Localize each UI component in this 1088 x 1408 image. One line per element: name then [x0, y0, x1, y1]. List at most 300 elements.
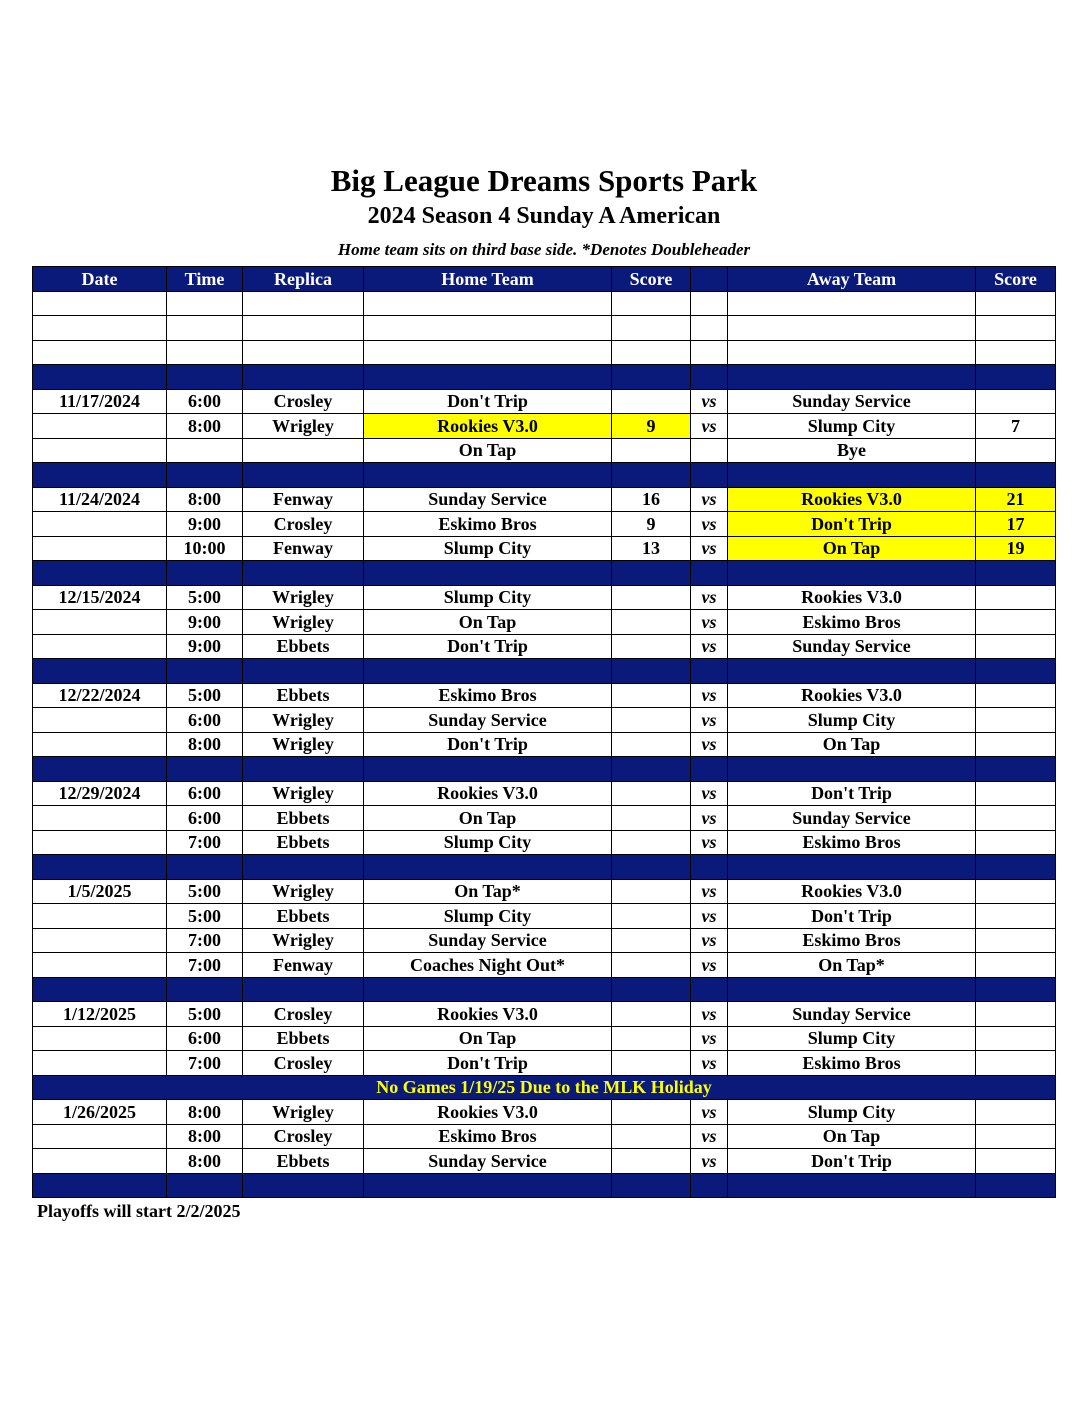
home-team-cell: Eskimo Bros [364, 683, 612, 708]
date-cell [33, 561, 167, 586]
away-score-cell: 19 [976, 536, 1056, 561]
away-score-cell: 17 [976, 512, 1056, 537]
col-time: Time [167, 267, 243, 292]
home-score-cell [612, 1100, 691, 1125]
vs-cell: vs [691, 830, 728, 855]
replica-cell: Ebbets [243, 806, 364, 831]
replica-cell: Ebbets [243, 1149, 364, 1174]
replica-cell: Wrigley [243, 610, 364, 635]
schedule-body [33, 291, 1056, 1198]
vs-cell [691, 438, 728, 463]
away-team-cell: Slump City [728, 1100, 976, 1125]
replica-cell: Fenway [243, 536, 364, 561]
date-cell [33, 659, 167, 684]
date-cell: 11/24/2024 [33, 487, 167, 512]
replica-cell: Wrigley [243, 708, 364, 733]
vs-cell: vs [691, 781, 728, 806]
home-score-cell [612, 855, 691, 880]
away-team-cell: Sunday Service [728, 806, 976, 831]
away-score-cell [976, 1149, 1056, 1174]
away-score-cell [976, 316, 1056, 341]
separator-row [33, 463, 1056, 488]
date-cell: 1/5/2025 [33, 879, 167, 904]
date-cell: 1/12/2025 [33, 1002, 167, 1027]
away-score-cell [976, 659, 1056, 684]
game-row [33, 1149, 1056, 1174]
home-team-cell [364, 365, 612, 390]
vs-cell: vs [691, 512, 728, 537]
time-cell [167, 291, 243, 316]
home-team-cell [364, 561, 612, 586]
replica-cell [243, 659, 364, 684]
replica-cell: Crosley [243, 1051, 364, 1076]
away-team-cell: On Tap* [728, 953, 976, 978]
home-team-cell [364, 463, 612, 488]
away-score-cell [976, 1051, 1056, 1076]
replica-cell: Wrigley [243, 732, 364, 757]
home-team-cell [364, 1173, 612, 1198]
vs-cell: vs [691, 806, 728, 831]
date-cell [33, 463, 167, 488]
home-score-cell [612, 1124, 691, 1149]
separator-row [33, 977, 1056, 1002]
home-team-cell [364, 291, 612, 316]
game-row [33, 928, 1056, 953]
date-cell: 1/26/2025 [33, 1100, 167, 1125]
date-cell [33, 512, 167, 537]
replica-cell: Wrigley [243, 879, 364, 904]
time-cell: 5:00 [167, 904, 243, 929]
date-cell [33, 340, 167, 365]
game-row [33, 806, 1056, 831]
blank-row [33, 316, 1056, 341]
holiday-banner-row [33, 1075, 1056, 1100]
replica-cell [243, 977, 364, 1002]
date-cell [33, 757, 167, 782]
home-team-cell: On Tap [364, 610, 612, 635]
away-team-cell: Eskimo Bros [728, 610, 976, 635]
home-score-cell: 16 [612, 487, 691, 512]
vs-cell [691, 1173, 728, 1198]
replica-cell [243, 463, 364, 488]
blank-row [33, 340, 1056, 365]
date-cell [33, 1149, 167, 1174]
away-team-cell: Bye [728, 438, 976, 463]
time-cell: 8:00 [167, 732, 243, 757]
away-score-cell [976, 1100, 1056, 1125]
home-team-cell: Rookies V3.0 [364, 1002, 612, 1027]
date-cell: 12/22/2024 [33, 683, 167, 708]
game-row [33, 414, 1056, 439]
game-row [33, 438, 1056, 463]
away-team-cell: Rookies V3.0 [728, 487, 976, 512]
date-cell [33, 855, 167, 880]
away-score-cell [976, 365, 1056, 390]
home-score-cell [612, 316, 691, 341]
vs-cell [691, 659, 728, 684]
game-row [33, 1026, 1056, 1051]
time-cell [167, 659, 243, 684]
time-cell: 8:00 [167, 1149, 243, 1174]
away-score-cell [976, 953, 1056, 978]
replica-cell [243, 340, 364, 365]
away-team-cell: Don't Trip [728, 781, 976, 806]
away-score-cell [976, 1173, 1056, 1198]
game-row [33, 634, 1056, 659]
time-cell: 7:00 [167, 928, 243, 953]
away-team-cell: Eskimo Bros [728, 1051, 976, 1076]
home-score-cell [612, 1173, 691, 1198]
time-cell: 5:00 [167, 683, 243, 708]
home-score-cell [612, 781, 691, 806]
home-team-cell: Eskimo Bros [364, 1124, 612, 1149]
home-score-cell [612, 732, 691, 757]
time-cell [167, 561, 243, 586]
page-subtitle: 2024 Season 4 Sunday A American [367, 203, 721, 229]
date-cell: 12/15/2024 [33, 585, 167, 610]
home-score-cell [612, 1051, 691, 1076]
col-vs [691, 267, 728, 292]
vs-cell [691, 316, 728, 341]
vs-cell: vs [691, 634, 728, 659]
replica-cell: Ebbets [243, 634, 364, 659]
away-score-cell [976, 291, 1056, 316]
vs-cell: vs [691, 708, 728, 733]
away-team-cell: On Tap [728, 1124, 976, 1149]
home-team-cell [364, 855, 612, 880]
page-title: Big League Dreams Sports Park [330, 163, 758, 198]
vs-cell: vs [691, 928, 728, 953]
date-cell [33, 806, 167, 831]
vs-cell: vs [691, 1026, 728, 1051]
date-cell [33, 1124, 167, 1149]
time-cell: 10:00 [167, 536, 243, 561]
home-team-cell: Don't Trip [364, 1051, 612, 1076]
home-team-cell: Don't Trip [364, 732, 612, 757]
replica-cell: Crosley [243, 1124, 364, 1149]
home-team-cell: Slump City [364, 536, 612, 561]
vs-cell: vs [691, 1002, 728, 1027]
away-team-cell [728, 463, 976, 488]
replica-cell: Crosley [243, 512, 364, 537]
vs-cell [691, 291, 728, 316]
game-row [33, 512, 1056, 537]
home-team-cell: Coaches Night Out* [364, 953, 612, 978]
time-cell: 9:00 [167, 634, 243, 659]
vs-cell: vs [691, 732, 728, 757]
away-score-cell [976, 438, 1056, 463]
time-cell: 5:00 [167, 1002, 243, 1027]
home-score-cell [612, 830, 691, 855]
game-row [33, 708, 1056, 733]
vs-cell: vs [691, 1100, 728, 1125]
date-cell [33, 928, 167, 953]
date-cell [33, 953, 167, 978]
date-cell [33, 291, 167, 316]
away-team-cell [728, 561, 976, 586]
time-cell: 6:00 [167, 1026, 243, 1051]
game-row [33, 830, 1056, 855]
header-note: Home team sits on third base side. *Denotes Doubleheader [337, 240, 751, 259]
home-team-cell [364, 757, 612, 782]
date-cell: 11/17/2024 [33, 389, 167, 414]
date-cell [33, 414, 167, 439]
header-row [33, 267, 1056, 292]
away-team-cell: Don't Trip [728, 512, 976, 537]
time-cell: 6:00 [167, 781, 243, 806]
time-cell: 6:00 [167, 708, 243, 733]
date-cell [33, 365, 167, 390]
home-team-cell: Sunday Service [364, 708, 612, 733]
time-cell [167, 316, 243, 341]
time-cell: 7:00 [167, 953, 243, 978]
time-cell: 8:00 [167, 1124, 243, 1149]
home-score-cell [612, 757, 691, 782]
home-score-cell [612, 904, 691, 929]
date-cell [33, 708, 167, 733]
vs-cell: vs [691, 389, 728, 414]
away-team-cell: On Tap [728, 732, 976, 757]
game-row [33, 389, 1056, 414]
time-cell [167, 340, 243, 365]
game-row [33, 879, 1056, 904]
date-cell [33, 316, 167, 341]
away-team-cell: Slump City [728, 414, 976, 439]
away-team-cell [728, 365, 976, 390]
home-team-cell: Rookies V3.0 [364, 1100, 612, 1125]
vs-cell [691, 340, 728, 365]
away-score-cell: 7 [976, 414, 1056, 439]
away-score-cell [976, 904, 1056, 929]
col-home-score: Score [612, 267, 691, 292]
home-score-cell [612, 463, 691, 488]
vs-cell: vs [691, 879, 728, 904]
away-score-cell [976, 683, 1056, 708]
home-score-cell [612, 806, 691, 831]
replica-cell: Wrigley [243, 414, 364, 439]
time-cell [167, 463, 243, 488]
date-cell [33, 732, 167, 757]
replica-cell [243, 855, 364, 880]
away-score-cell [976, 806, 1056, 831]
away-score-cell [976, 855, 1056, 880]
game-row [33, 585, 1056, 610]
home-team-cell [364, 340, 612, 365]
away-score-cell: 21 [976, 487, 1056, 512]
home-team-cell: On Tap [364, 806, 612, 831]
vs-cell: vs [691, 414, 728, 439]
blank-row [33, 291, 1056, 316]
home-team-cell: On Tap [364, 1026, 612, 1051]
home-team-cell: Don't Trip [364, 634, 612, 659]
home-team-cell: Don't Trip [364, 389, 612, 414]
time-cell: 9:00 [167, 512, 243, 537]
replica-cell [243, 365, 364, 390]
away-score-cell [976, 585, 1056, 610]
home-score-cell [612, 977, 691, 1002]
separator-row [33, 855, 1056, 880]
home-score-cell: 9 [612, 414, 691, 439]
separator-row [33, 757, 1056, 782]
away-team-cell: On Tap [728, 536, 976, 561]
game-row [33, 1051, 1056, 1076]
home-score-cell [612, 561, 691, 586]
vs-cell [691, 463, 728, 488]
separator-row [33, 659, 1056, 684]
away-team-cell: Rookies V3.0 [728, 879, 976, 904]
home-score-cell: 9 [612, 512, 691, 537]
vs-cell: vs [691, 610, 728, 635]
time-cell [167, 1173, 243, 1198]
replica-cell: Crosley [243, 1002, 364, 1027]
away-team-cell: Rookies V3.0 [728, 585, 976, 610]
date-cell [33, 536, 167, 561]
home-score-cell [612, 365, 691, 390]
home-team-cell [364, 659, 612, 684]
vs-cell: vs [691, 1051, 728, 1076]
home-score-cell [612, 953, 691, 978]
replica-cell [243, 438, 364, 463]
replica-cell [243, 561, 364, 586]
away-team-cell [728, 855, 976, 880]
date-cell [33, 1173, 167, 1198]
separator-row [33, 365, 1056, 390]
home-team-cell: On Tap [364, 438, 612, 463]
away-score-cell [976, 1124, 1056, 1149]
replica-cell [243, 291, 364, 316]
replica-cell: Wrigley [243, 928, 364, 953]
replica-cell: Fenway [243, 487, 364, 512]
date-cell [33, 977, 167, 1002]
home-score-cell [612, 1026, 691, 1051]
vs-cell [691, 365, 728, 390]
away-team-cell [728, 659, 976, 684]
home-team-cell: Rookies V3.0 [364, 781, 612, 806]
col-replica: Replica [243, 267, 364, 292]
replica-cell: Crosley [243, 389, 364, 414]
home-team-cell: Rookies V3.0 [364, 414, 612, 439]
away-team-cell [728, 1173, 976, 1198]
vs-cell: vs [691, 904, 728, 929]
time-cell: 8:00 [167, 414, 243, 439]
away-team-cell: Slump City [728, 1026, 976, 1051]
away-team-cell: Sunday Service [728, 389, 976, 414]
holiday-banner: No Games 1/19/25 Due to the MLK Holiday [33, 1075, 1056, 1100]
away-team-cell: Don't Trip [728, 1149, 976, 1174]
away-team-cell [728, 977, 976, 1002]
vs-cell: vs [691, 953, 728, 978]
time-cell: 7:00 [167, 1051, 243, 1076]
home-score-cell [612, 340, 691, 365]
away-team-cell: Slump City [728, 708, 976, 733]
home-score-cell [612, 1002, 691, 1027]
away-team-cell: Eskimo Bros [728, 928, 976, 953]
game-row [33, 904, 1056, 929]
vs-cell [691, 855, 728, 880]
away-score-cell [976, 757, 1056, 782]
replica-cell: Wrigley [243, 585, 364, 610]
replica-cell: Ebbets [243, 683, 364, 708]
date-cell [33, 830, 167, 855]
away-score-cell [976, 389, 1056, 414]
home-score-cell [612, 659, 691, 684]
replica-cell [243, 1173, 364, 1198]
home-score-cell [612, 928, 691, 953]
game-row [33, 610, 1056, 635]
date-cell [33, 438, 167, 463]
home-team-cell [364, 316, 612, 341]
game-row [33, 1002, 1056, 1027]
home-score-cell [612, 634, 691, 659]
game-row [33, 953, 1056, 978]
home-score-cell [612, 683, 691, 708]
date-cell [33, 1026, 167, 1051]
vs-cell [691, 561, 728, 586]
away-score-cell [976, 879, 1056, 904]
time-cell [167, 438, 243, 463]
vs-cell: vs [691, 1124, 728, 1149]
vs-cell: vs [691, 585, 728, 610]
vs-cell: vs [691, 683, 728, 708]
away-team-cell [728, 291, 976, 316]
home-team-cell: Sunday Service [364, 487, 612, 512]
footer-note: Playoffs will start 2/2/2025 [37, 1201, 241, 1221]
home-team-cell: Sunday Service [364, 1149, 612, 1174]
col-home-team: Home Team [364, 267, 612, 292]
home-team-cell [364, 977, 612, 1002]
away-score-cell [976, 634, 1056, 659]
home-team-cell: Sunday Service [364, 928, 612, 953]
away-team-cell: Sunday Service [728, 634, 976, 659]
time-cell [167, 855, 243, 880]
col-date: Date [33, 267, 167, 292]
away-score-cell [976, 928, 1056, 953]
home-score-cell [612, 291, 691, 316]
game-row [33, 732, 1056, 757]
time-cell: 5:00 [167, 585, 243, 610]
replica-cell [243, 316, 364, 341]
home-score-cell: 13 [612, 536, 691, 561]
vs-cell: vs [691, 536, 728, 561]
home-team-cell: On Tap* [364, 879, 612, 904]
replica-cell: Ebbets [243, 1026, 364, 1051]
separator-row [33, 1173, 1056, 1198]
game-row [33, 1124, 1056, 1149]
time-cell [167, 757, 243, 782]
time-cell: 9:00 [167, 610, 243, 635]
vs-cell [691, 757, 728, 782]
date-cell [33, 1051, 167, 1076]
home-score-cell [612, 438, 691, 463]
home-team-cell: Eskimo Bros [364, 512, 612, 537]
away-score-cell [976, 463, 1056, 488]
time-cell [167, 365, 243, 390]
time-cell: 8:00 [167, 1100, 243, 1125]
home-score-cell [612, 879, 691, 904]
game-row [33, 536, 1056, 561]
away-score-cell [976, 340, 1056, 365]
separator-row [33, 561, 1056, 586]
away-team-cell [728, 316, 976, 341]
away-score-cell [976, 781, 1056, 806]
date-cell: 12/29/2024 [33, 781, 167, 806]
vs-cell [691, 977, 728, 1002]
time-cell: 7:00 [167, 830, 243, 855]
away-score-cell [976, 732, 1056, 757]
schedule-table [32, 266, 1056, 1198]
col-away-team: Away Team [728, 267, 976, 292]
away-score-cell [976, 1026, 1056, 1051]
